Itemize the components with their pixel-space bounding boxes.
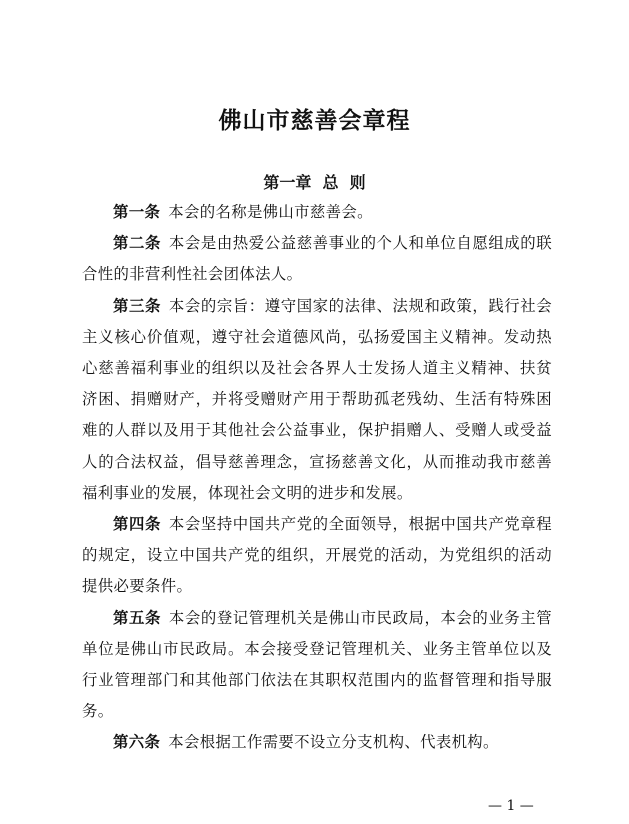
article-5 xyxy=(82,603,552,728)
document-title: 佛山市慈善会章程 xyxy=(218,107,411,134)
article-2 xyxy=(82,228,552,290)
article-3 xyxy=(82,291,552,509)
article-number: 第六条 xyxy=(113,733,161,752)
article-text: 本会根据工作需要不设立分支机构、代表机构。 xyxy=(168,733,499,752)
article-1 xyxy=(82,197,552,228)
article-number: 第二条 xyxy=(113,234,161,253)
article-number: 第五条 xyxy=(113,608,161,627)
article-number: 第三条 xyxy=(113,296,161,315)
page-number: — 1 — xyxy=(488,798,534,814)
article-number: 第四条 xyxy=(113,515,161,534)
article-text: 本会的宗旨：遵守国家的法律、法规和政策，践行社会主义核心价值观，遵守社会道德风尚，弘扬爱国主义精神。发动热心慈善福利事业的组织以及社会各界人士发扬人道主义精神、扶贫济困、捐赠财产，并将受赠财产用于帮助孤老残幼、生活有特殊困难的人群以及用于其他社会公益事业，保护捐赠人、受赠人或受益人的合法权益，倡导慈善理念，宣扬慈善文化，从而推动我市慈善福利事业的发展，体现社会文明的进步和发展。 xyxy=(82,296,552,502)
article-number: 第一条 xyxy=(113,203,161,221)
article-6 xyxy=(82,727,552,758)
article-text: 本会是由热爱公益慈善事业的个人和单位自愿组成的联合性的非营利性社会团体法人。 xyxy=(82,234,552,284)
article-text: 本会的登记管理机关是佛山市民政局，本会的业务主管单位是佛山市民政局。本会接受登记管理机关、业务主管单位以及行业管理部门和其他部门依法在其职权范围内的监督管理和指导服务。 xyxy=(82,608,552,721)
article-4 xyxy=(82,509,552,603)
article-text: 本会的名称是佛山市慈善会。 xyxy=(168,203,373,221)
chapter-title: 第一章 总 则 xyxy=(263,173,366,192)
article-text: 本会坚持中国共产党的全面领导，根据中国共产党章程的规定，设立中国共产党的组织，开展党的活动，为党组织的活动提供必要条件。 xyxy=(82,515,552,596)
document-body xyxy=(82,197,552,759)
